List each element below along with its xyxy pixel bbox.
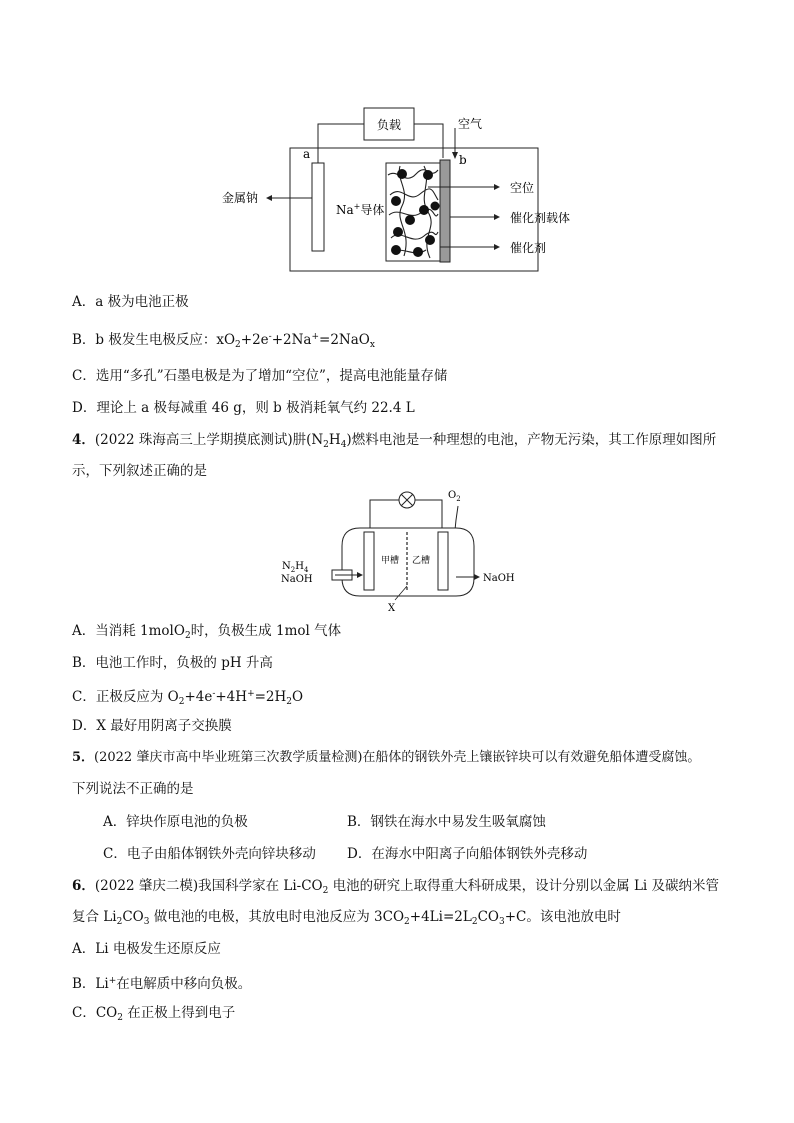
q4-option-a: A．当消耗 1molO$_2$时，负极生成 1mol 气体 [72, 623, 342, 641]
air-label: 空气 [458, 117, 483, 131]
q4-stem-line2: 示，下列叙述正确的是 [72, 463, 207, 479]
air-arrow-head [452, 152, 458, 159]
q3-option-d: D．理论上 a 极每减重 46 g，则 b 极消耗氧气约 22.4 L [72, 400, 415, 416]
q4-stem-line1: 4．(2022 珠海高三上学期摸底测试)肼$(N_2H_4)$燃料电池是一种理想的电池，产物无污染，其工作原理如图所 [72, 432, 717, 450]
electrode-a [312, 163, 324, 251]
figure-hydrazine-cell [0, 483, 794, 613]
catalyst-label: 催化剂 [510, 241, 547, 255]
q5-option-c: C．电子由船体钢铁外壳向锌块移动 [103, 846, 316, 862]
q5-option-a: A．锌块作原电池的负极 [103, 814, 248, 830]
carrier-arrow-head [494, 214, 500, 220]
tank-b-label: 乙槽 [412, 556, 431, 566]
outlet-arrow-head [474, 574, 480, 580]
naoh-out-label: NaOH [483, 573, 515, 584]
q5-stem-line2: 下列说法不正确的是 [72, 781, 194, 797]
n2h4-label: $N_2H_4$ [282, 561, 309, 574]
catalyst-arrow-head [494, 244, 500, 250]
electrode-a-label: a [303, 147, 311, 161]
carrier-label: 催化剂载体 [510, 211, 571, 225]
q6-option-b: B．Li+在电解质中移向负极。 [72, 976, 252, 992]
sodium-label: 金属钠 [222, 191, 259, 205]
anode-plate [364, 532, 374, 590]
o2-label: $O_2$ [448, 490, 461, 503]
vacancy-label: 空位 [510, 181, 535, 195]
wire-left [370, 500, 399, 530]
naoh-in-label: NaOH [281, 574, 313, 585]
q3-option-c: C．选用“多孔”石墨电极是为了增加“空位”，提高电池能量存储 [72, 368, 448, 384]
q6-option-a: A．Li 电极发生还原反应 [72, 941, 221, 957]
q6-stem-line2: 复合 $Li_2CO_3$ 做电池的电极，其放电时电池反应为 $3CO_2+4Li=2L_2CO_3+C$。该电池放电时 [72, 909, 621, 927]
q3-option-b: B．b 极发生电极反应：$xO_2+2e^-+2Na^+=2NaO_x$ [72, 332, 375, 350]
wire-right [414, 124, 443, 158]
sodium-arrow-head [266, 195, 272, 201]
q4-option-b: B．电池工作时，负极的 pH 升高 [72, 655, 273, 671]
q6-stem-line1: 6．(2022 肇庆二模)我国科学家在 $Li-CO_2$ 电池的研究上取得重大科研成果，设计分别以金属 Li 及碳纳米管 [72, 878, 720, 896]
cell-vessel [342, 528, 474, 596]
q5-option-d: D．在海水中阳离子向船体钢铁外壳移动 [347, 846, 588, 862]
q4-option-d: D．X 最好用阴离子交换膜 [72, 718, 232, 734]
membrane-label: X [388, 603, 396, 613]
q5-stem-line1: 5．(2022 肇庆市高中毕业班第三次教学质量检测)在船体的钢铁外壳上镶嵌锌块可以有效避免船体遭受腐蚀。 [72, 750, 701, 765]
electrode-b-label: b [459, 153, 467, 167]
q5-option-b: B．钢铁在海水中易发生吸氧腐蚀 [347, 814, 546, 830]
q4-option-c: C．正极反应为 $O_2+4e^-+4H^+=2H_2O$ [72, 689, 304, 707]
conductor-label: Na+导体 [336, 202, 385, 217]
tank-a-label: 甲槽 [381, 556, 400, 566]
load-label: 负载 [376, 118, 402, 132]
wire-right [415, 500, 442, 530]
q3-option-a: A．a 极为电池正极 [72, 294, 189, 310]
vacancy-arrow-head [494, 184, 500, 190]
q6-option-c: C．$CO_2$ 在正极上得到电子 [72, 1005, 236, 1023]
cathode-plate [438, 532, 448, 590]
wire-left [318, 124, 364, 163]
